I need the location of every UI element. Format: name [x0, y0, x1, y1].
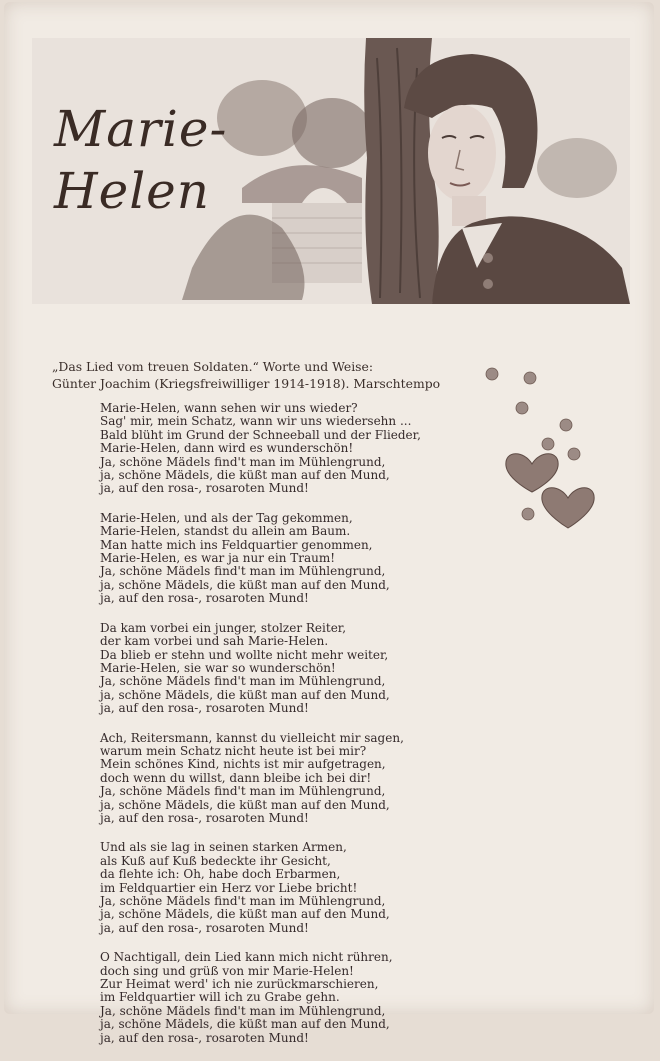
lyric-line: Marie-Helen, wann sehen wir uns wieder?: [100, 401, 358, 415]
lyric-line: Ja, schöne Mädels find't man im Mühlengrund,: [100, 674, 386, 689]
credit-line-2: Günter Joachim (Kriegsfreiwilliger 1914-1918). Marschtempo: [52, 376, 441, 391]
lyric-line: Mein schönes Kind, nichts ist mir aufgetragen,: [100, 757, 386, 772]
stanza: [100, 402, 480, 496]
flower-icon: [568, 448, 580, 460]
flower-icon: [524, 372, 536, 384]
flower-icon: [522, 508, 534, 520]
lyric-line: da flehte ich: Oh, habe doch Erbarmen,: [100, 867, 341, 882]
heart-icon: [542, 488, 594, 528]
lyric-line: Ja, schöne Mädels find't man im Mühlengrund,: [100, 454, 386, 469]
stanza: [100, 951, 480, 1045]
title-line-1: Marie-: [54, 100, 228, 158]
illustration: [32, 38, 630, 304]
lyric-line: ja, schöne Mädels, die küßt man auf den Mund,: [100, 468, 390, 483]
stanza: [100, 841, 480, 935]
lyric-line: der kam vorbei und sah Marie-Helen.: [100, 634, 329, 649]
lyric-line: doch sing und grüß von mir Marie-Helen!: [100, 963, 354, 978]
lyric-line: Marie-Helen, und als der Tag gekommen,: [100, 510, 353, 525]
flower-icon: [560, 419, 572, 431]
stanza: [100, 622, 480, 716]
lyric-line: Marie-Helen, dann wird es wunderschön!: [100, 441, 354, 456]
lyric-line: Sag' mir, mein Schatz, wann wir uns wiedersehn ...: [100, 414, 412, 429]
lyric-line: ja, schöne Mädels, die küßt man auf den Mund,: [100, 577, 390, 592]
stanza: [100, 732, 480, 826]
lyric-line: im Feldquartier ein Herz vor Liebe bricht!: [100, 880, 358, 895]
lyric-line: ja, auf den rosa-, rosaroten Mund!: [100, 920, 309, 935]
title-line-2: Helen: [54, 162, 210, 220]
lyric-line: Ja, schöne Mädels find't man im Mühlengrund,: [100, 564, 386, 579]
lyric-line: ja, auf den rosa-, rosaroten Mund!: [100, 810, 309, 825]
lyric-line: Da kam vorbei ein junger, stolzer Reiter,: [100, 620, 347, 635]
lyric-line: ja, schöne Mädels, die küßt man auf den Mund,: [100, 687, 390, 702]
decoration: [474, 362, 624, 542]
lyric-line: ja, schöne Mädels, die küßt man auf den Mund,: [100, 907, 390, 922]
postcard: [4, 2, 654, 1045]
lyric-line: O Nachtigall, dein Lied kann mich nicht rühren,: [100, 950, 393, 965]
lyric-line: Marie-Helen, standst du allein am Baum.: [100, 524, 351, 539]
lyric-line: Ja, schöne Mädels find't man im Mühlengrund,: [100, 1003, 386, 1018]
lyric-line: Ja, schöne Mädels find't man im Mühlengrund,: [100, 784, 386, 799]
lyric-line: ja, schöne Mädels, die küßt man auf den Mund,: [100, 797, 390, 812]
lyric-line: ja, auf den rosa-, rosaroten Mund!: [100, 1030, 309, 1045]
lyric-line: Ja, schöne Mädels find't man im Mühlengrund,: [100, 894, 386, 908]
lyric-line: als Kuß auf Kuß bedeckte ihr Gesicht,: [100, 853, 331, 868]
lyric-line: ja, auf den rosa-, rosaroten Mund!: [100, 591, 309, 606]
flowers-and-hearts: [474, 362, 624, 542]
lyrics: [100, 402, 480, 1061]
lyric-line: Zur Heimat werd' ich nie zurückmarschieren,: [100, 977, 379, 992]
lyric-line: Marie-Helen, sie war so wunderschön!: [100, 660, 336, 675]
flower-icon: [516, 402, 528, 414]
flower-icon: [542, 438, 554, 450]
lyric-line: ja, auf den rosa-, rosaroten Mund!: [100, 701, 309, 716]
lyric-line: Ach, Reitersmann, kannst du vielleicht mir sagen,: [100, 730, 404, 745]
lyric-line: ja, auf den rosa-, rosaroten Mund!: [100, 481, 309, 496]
lyric-line: im Feldquartier will ich zu Grabe gehn.: [100, 990, 340, 1005]
lyric-line: Marie-Helen, es war ja nur ein Traum!: [100, 551, 336, 566]
credit-line-1: „Das Lied vom treuen Soldaten.“ Worte und Weise:: [52, 359, 374, 374]
flower-icon: [486, 368, 498, 380]
lyric-line: warum mein Schatz nicht heute ist bei mir?: [100, 743, 367, 758]
lyric-line: doch wenn du willst, dann bleibe ich bei dir!: [100, 770, 372, 785]
stanza: [100, 512, 480, 606]
lyric-line: Und als sie lag in seinen starken Armen,: [100, 840, 347, 855]
heart-icon: [506, 454, 558, 492]
song-credit: [52, 358, 472, 392]
lyric-line: Da blieb er stehn und wollte nicht mehr weiter,: [100, 647, 389, 662]
lyric-line: ja, schöne Mädels, die küßt man auf den Mund,: [100, 1017, 390, 1032]
title: [54, 98, 234, 222]
lyric-line: Man hatte mich ins Feldquartier genommen,: [100, 537, 373, 552]
lyric-line: Bald blüht im Grund der Schneeball und der Flieder,: [100, 427, 421, 442]
